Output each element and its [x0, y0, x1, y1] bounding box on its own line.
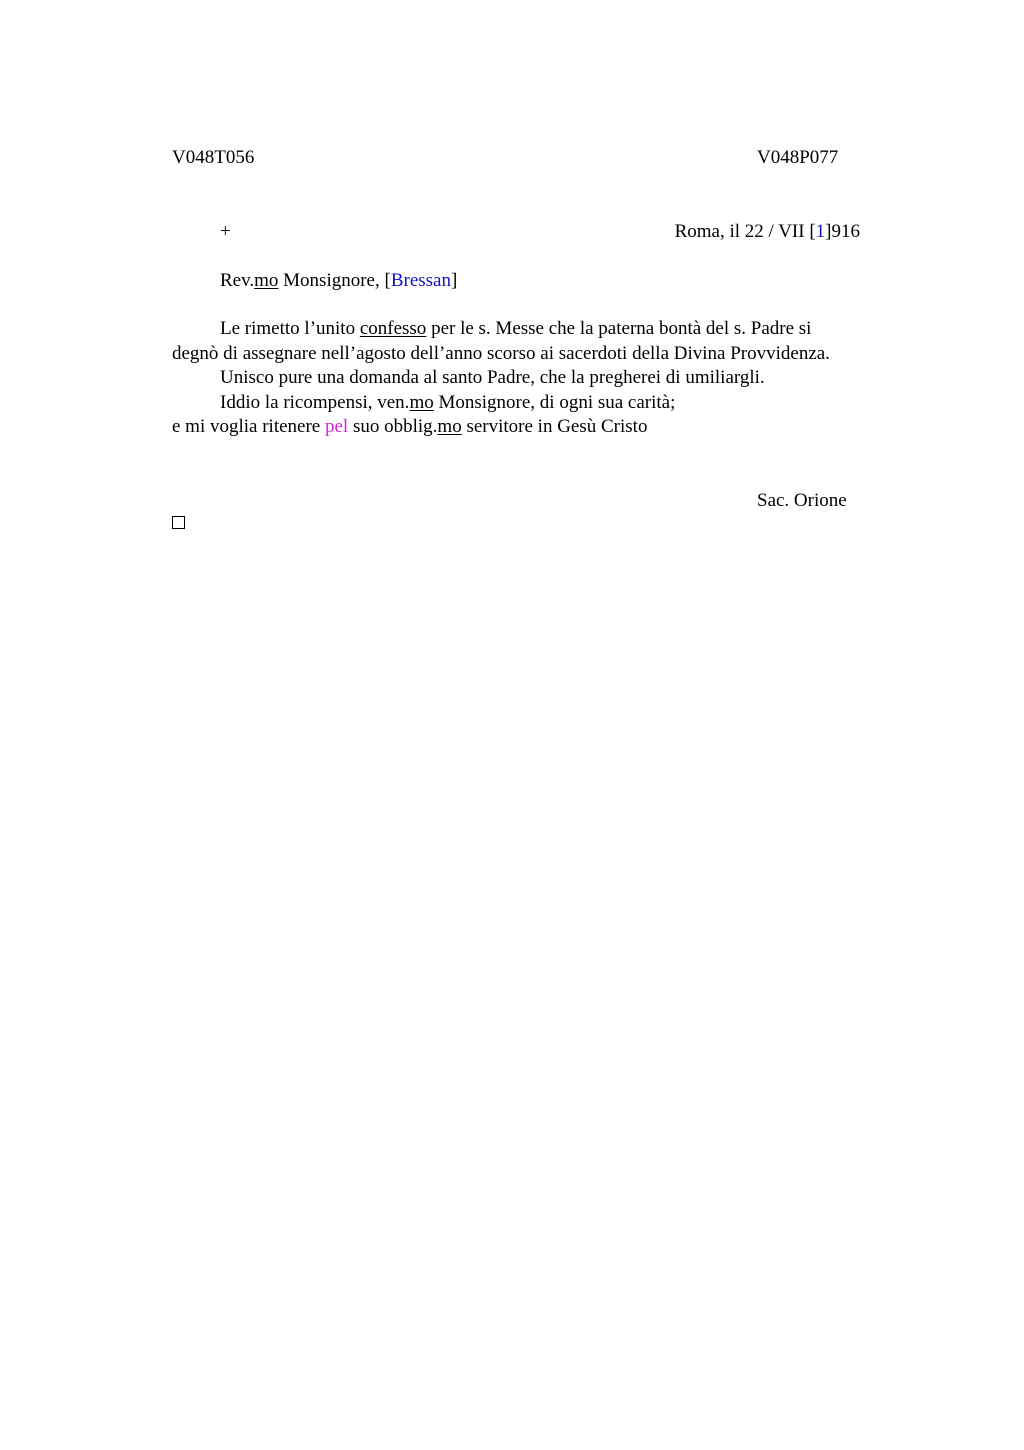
paragraph-3-start: Iddio la ricompensi, ven. — [220, 391, 410, 413]
dateline-editorial-digit: 1 — [815, 221, 826, 242]
letter-body — [172, 317, 862, 440]
salutation-monsignore: Monsignore, [ — [278, 270, 391, 291]
paragraph-1-underlined: confesso — [359, 318, 427, 339]
signature: Sac. Orione — [757, 490, 847, 511]
paragraph-3-abbrev: mo — [409, 391, 434, 413]
salutation-abbrev: mo — [254, 270, 279, 291]
paragraph-4-abbrev: mo — [437, 416, 462, 437]
document-code-right: V048P077 — [757, 147, 839, 168]
paragraph-1-start: Le rimetto l’unito — [220, 318, 360, 339]
salutation-close-bracket: ] — [450, 270, 458, 291]
cross-symbol: + — [220, 221, 231, 242]
paragraph-4-start: e mi voglia ritenere — [172, 416, 325, 437]
dateline — [675, 220, 860, 244]
paragraph-1 — [172, 317, 862, 366]
paragraph-1-rest: per le s. Messe che la paterna bontà del s. Padre si degnò di assegnare nell’agosto dell’anno scorso ai sacerdoti della Divina Provvidenza. — [172, 318, 830, 364]
paragraph-3-rest: Monsignore, di ogni sua carità; — [433, 391, 676, 413]
paragraph-4 — [172, 415, 862, 440]
dateline-prefix: Roma, il 22 / VII [ — [674, 221, 816, 242]
document-code-left: V048T056 — [172, 147, 255, 168]
paragraph-3 — [172, 391, 862, 416]
paragraph-4-end: servitore in Gesù Cristo — [461, 416, 648, 437]
dateline-suffix: ]916 — [825, 221, 860, 242]
paragraph-4-highlight: pel — [325, 416, 349, 437]
salutation-title: Rev. — [220, 270, 255, 291]
salutation — [220, 269, 457, 293]
paragraph-4-middle: suo obblig. — [348, 416, 438, 437]
checkbox-square-icon — [172, 516, 185, 529]
paragraph-2: Unisco pure una domanda al santo Padre, che la pregherei di umiliargli. — [220, 367, 765, 388]
salutation-editorial-name: Bressan — [390, 270, 451, 291]
